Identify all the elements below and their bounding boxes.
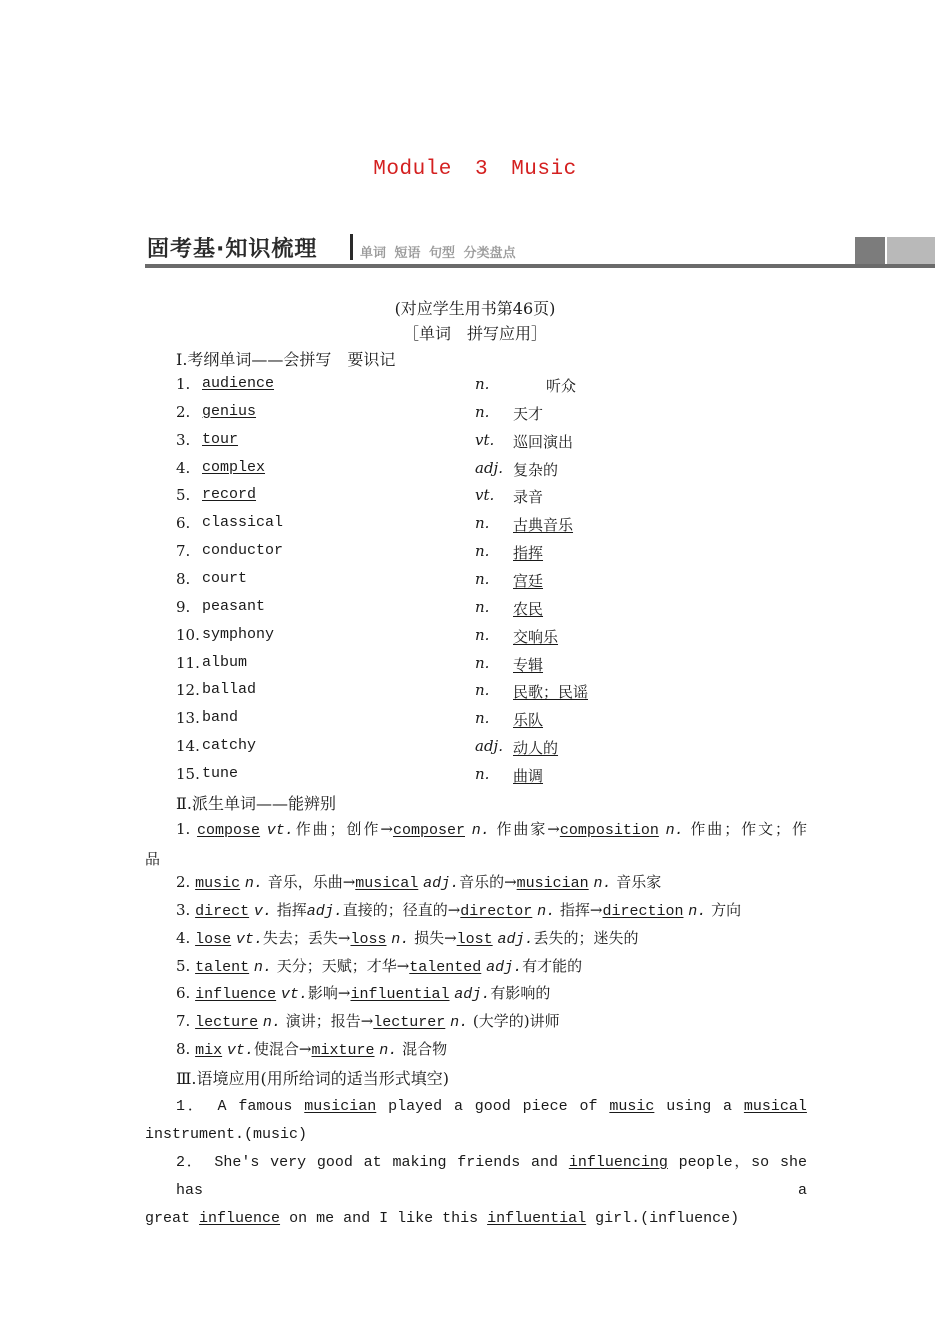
- banner-separator: [350, 234, 353, 260]
- derived-item-1: 1. compose vt.作曲；创作→composer n. 作曲家→composition n. 作曲；作文；作 品: [145, 820, 807, 868]
- vocab-word: complex: [202, 458, 266, 476]
- vocab-item: [176, 486, 816, 510]
- vocab-word: peasant: [202, 597, 266, 615]
- vocab-word: band: [202, 709, 239, 727]
- vocab-item: [176, 598, 816, 622]
- vocab-number: 14.: [176, 737, 200, 756]
- vocab-part-of-speech: n.: [475, 597, 490, 616]
- vocab-number: 7.: [176, 542, 191, 561]
- vocab-item: [176, 737, 816, 761]
- context-sentence-2: 2． She's very good at making friends and influencing people，so she has a great influence on me and I like this influential girl.(influence): [145, 1154, 807, 1227]
- vocab-meaning: 复杂的: [513, 460, 559, 479]
- page-reference: (对应学生用书第46页): [394, 299, 556, 318]
- vocab-word: genius: [202, 402, 257, 420]
- vocab-number: 6.: [176, 514, 191, 533]
- vocab-part-of-speech: n.: [475, 681, 490, 700]
- vocab-part-of-speech: n.: [475, 375, 490, 393]
- vocab-word: conductor: [202, 542, 284, 560]
- vocab-part-of-speech: n.: [475, 569, 490, 588]
- vocab-meaning: 古典音乐: [513, 516, 574, 535]
- derived-item-6: 6. influence vt.影响→influential adj.有影响的: [176, 984, 551, 1003]
- vocab-number: 12.: [176, 681, 200, 700]
- banner-subtitle: 单词 短语 句型 分类盘点: [360, 246, 516, 261]
- vocab-meaning: 指挥: [513, 544, 544, 563]
- vocab-number: 1.: [176, 375, 191, 393]
- vocab-meaning: 录音: [513, 488, 544, 507]
- vocab-number: 13.: [176, 709, 200, 728]
- vocab-part-of-speech: n.: [475, 653, 490, 672]
- vocab-part-of-speech: vt.: [475, 430, 495, 449]
- vocab-item: [176, 431, 816, 455]
- vocab-item: [176, 654, 816, 678]
- vocab-word: record: [202, 486, 257, 504]
- vocab-part-of-speech: n.: [475, 542, 490, 561]
- derived-item-2: 2. music n. 音乐，乐曲→musical adj.音乐的→musician n. 音乐家: [176, 873, 662, 892]
- vocab-number: 8.: [176, 569, 191, 588]
- vocab-meaning: 专辑: [513, 655, 544, 674]
- vocab-part-of-speech: n.: [475, 764, 490, 783]
- section-heading-1: Ⅰ.考纲单词——会拼写 要识记: [176, 350, 396, 369]
- vocab-word: court: [202, 569, 248, 587]
- vocab-part-of-speech: n.: [475, 709, 490, 728]
- vocab-item: [176, 765, 816, 789]
- vocab-word: classical: [202, 514, 284, 532]
- banner-title: 固考基·知识梳理: [147, 237, 318, 262]
- vocab-item: [176, 626, 816, 650]
- context-sentence-1: 1． A famous musician played a good piece of music using a musical instrument.(music): [145, 1098, 807, 1143]
- section-heading-2: Ⅱ.派生单词——能辨别: [176, 794, 336, 813]
- vocab-number: 2.: [176, 402, 191, 421]
- vocab-number: 9.: [176, 597, 191, 616]
- vocab-word: ballad: [202, 681, 257, 699]
- derived-item-3: 3. direct v. 指挥adj.直接的；径直的→director n. 指挥→direction n. 方向: [176, 901, 742, 920]
- vocab-item: [176, 709, 816, 733]
- derived-item-5: 5. talent n. 天分；天赋；才华→talented adj.有才能的: [176, 957, 583, 976]
- vocab-word: tune: [202, 764, 239, 782]
- vocab-meaning: 民歌；民谣: [513, 683, 589, 702]
- vocab-part-of-speech: adj.: [475, 737, 503, 756]
- section-heading-3: Ⅲ.语境应用(用所给词的适当形式填空): [176, 1069, 450, 1088]
- vocab-part-of-speech: adj.: [475, 458, 503, 477]
- subsection-heading: ［单词 拼写应用］: [402, 324, 547, 343]
- vocab-meaning: 曲调: [513, 766, 544, 785]
- vocab-word: catchy: [202, 737, 257, 755]
- section-banner: [145, 228, 935, 270]
- vocab-number: 15.: [176, 764, 200, 783]
- banner-rule: [145, 264, 935, 268]
- vocab-word: album: [202, 653, 248, 671]
- vocab-part-of-speech: n.: [475, 514, 490, 533]
- banner-light-block: [887, 237, 935, 264]
- vocab-meaning: 农民: [513, 599, 544, 618]
- vocab-item: [176, 514, 816, 538]
- vocab-meaning: 宫廷: [513, 571, 544, 590]
- vocab-word: symphony: [202, 625, 275, 643]
- vocab-item: [176, 403, 816, 427]
- vocab-meaning: 交响乐: [513, 627, 559, 646]
- vocab-part-of-speech: n.: [475, 625, 490, 644]
- vocab-word: tour: [202, 430, 239, 448]
- vocab-meaning: 听众: [546, 377, 577, 395]
- vocab-part-of-speech: vt.: [475, 486, 495, 505]
- vocab-meaning: 巡回演出: [513, 432, 574, 451]
- vocab-word: audience: [202, 375, 275, 392]
- vocab-item: [176, 375, 816, 399]
- vocab-meaning: 乐队: [513, 711, 544, 730]
- derived-item-4: 4. lose vt.失去；丢失→loss n. 损失→lost adj.丢失的；迷失的: [176, 929, 639, 948]
- vocab-part-of-speech: n.: [475, 402, 490, 421]
- module-title: Module 3 Music: [373, 158, 577, 181]
- vocab-item: [176, 570, 816, 594]
- vocab-meaning: 天才: [513, 404, 544, 423]
- derived-item-8: 8. mix vt.使混合→mixture n. 混合物: [176, 1040, 448, 1059]
- vocab-number: 11.: [176, 653, 200, 672]
- vocab-item: [176, 542, 816, 566]
- vocab-number: 4.: [176, 458, 191, 477]
- vocab-number: 5.: [176, 486, 191, 505]
- banner-dark-block: [855, 237, 885, 264]
- vocab-item: [176, 681, 816, 705]
- vocab-meaning: 动人的: [513, 739, 559, 758]
- vocab-number: 10.: [176, 625, 200, 644]
- vocab-item: [176, 459, 816, 483]
- vocab-number: 3.: [176, 430, 191, 449]
- derived-item-7: 7. lecture n. 演讲；报告→lecturer n. (大学的)讲师: [176, 1012, 560, 1031]
